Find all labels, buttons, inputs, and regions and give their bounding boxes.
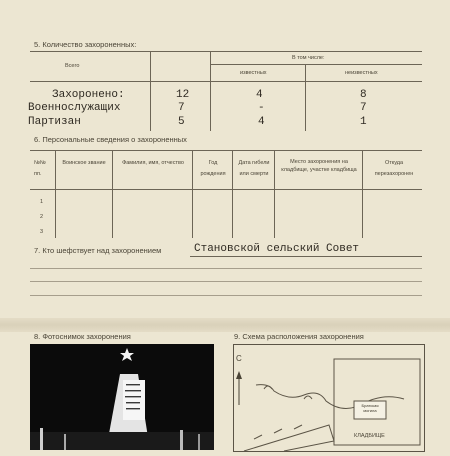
row-label: Военнослужащих: [28, 102, 121, 114]
row-unknown: 8: [360, 89, 367, 101]
row-number: 2: [40, 214, 44, 220]
col-place-header: Место захоронения на кладбище, участке кладбища: [281, 159, 357, 173]
row-number: 1: [40, 199, 44, 205]
row-label: Партизан: [28, 116, 81, 128]
col-total-header: Всего: [65, 63, 80, 69]
col-date-header: Дата гибели или смерти: [238, 160, 270, 177]
row-unknown: 1: [360, 116, 367, 128]
row-known: -: [258, 102, 265, 114]
section5-title: 5. Количество захороненных:: [34, 40, 137, 49]
col-year-header: Год рождения: [200, 160, 226, 177]
section9-title: 9. Схема расположения захоронения: [234, 332, 364, 341]
row-label: Захоронено:: [52, 89, 125, 101]
monument-photo: [30, 344, 214, 450]
col-from-header: Откуда перезахоронен: [374, 160, 414, 177]
section8-title: 8. Фотоснимок захоронения: [34, 332, 131, 341]
north-label: С: [236, 354, 242, 363]
row-total: 7: [178, 102, 185, 114]
col-rank-header: Воинское звание: [62, 160, 106, 166]
grave-label: Братская могила: [361, 403, 379, 413]
row-total: 12: [176, 89, 190, 101]
row-known: 4: [258, 116, 265, 128]
row-known: 4: [256, 89, 263, 101]
col-incl-header: В том числе:: [292, 55, 325, 61]
col-unknown-header: неизвестных: [345, 70, 378, 76]
col-name-header: Фамилия, имя, отчество: [122, 160, 184, 166]
section6-title: 6. Персональные сведения о захороненных: [34, 135, 187, 144]
section7-label: 7. Кто шефствует над захоронением: [34, 246, 162, 255]
row-number: 3: [40, 229, 44, 235]
row-unknown: 7: [360, 102, 367, 114]
north-arrow-icon: [236, 371, 242, 379]
col-known-header: известных: [240, 70, 267, 76]
location-scheme: [233, 344, 425, 452]
cemetery-label: КЛАДБИЩЕ: [354, 433, 385, 439]
row-total: 5: [178, 116, 185, 128]
paper-fold: [0, 318, 450, 332]
section7-value: Становской сельский Совет: [194, 243, 360, 255]
col-num-header: №№ пп.: [34, 160, 46, 177]
